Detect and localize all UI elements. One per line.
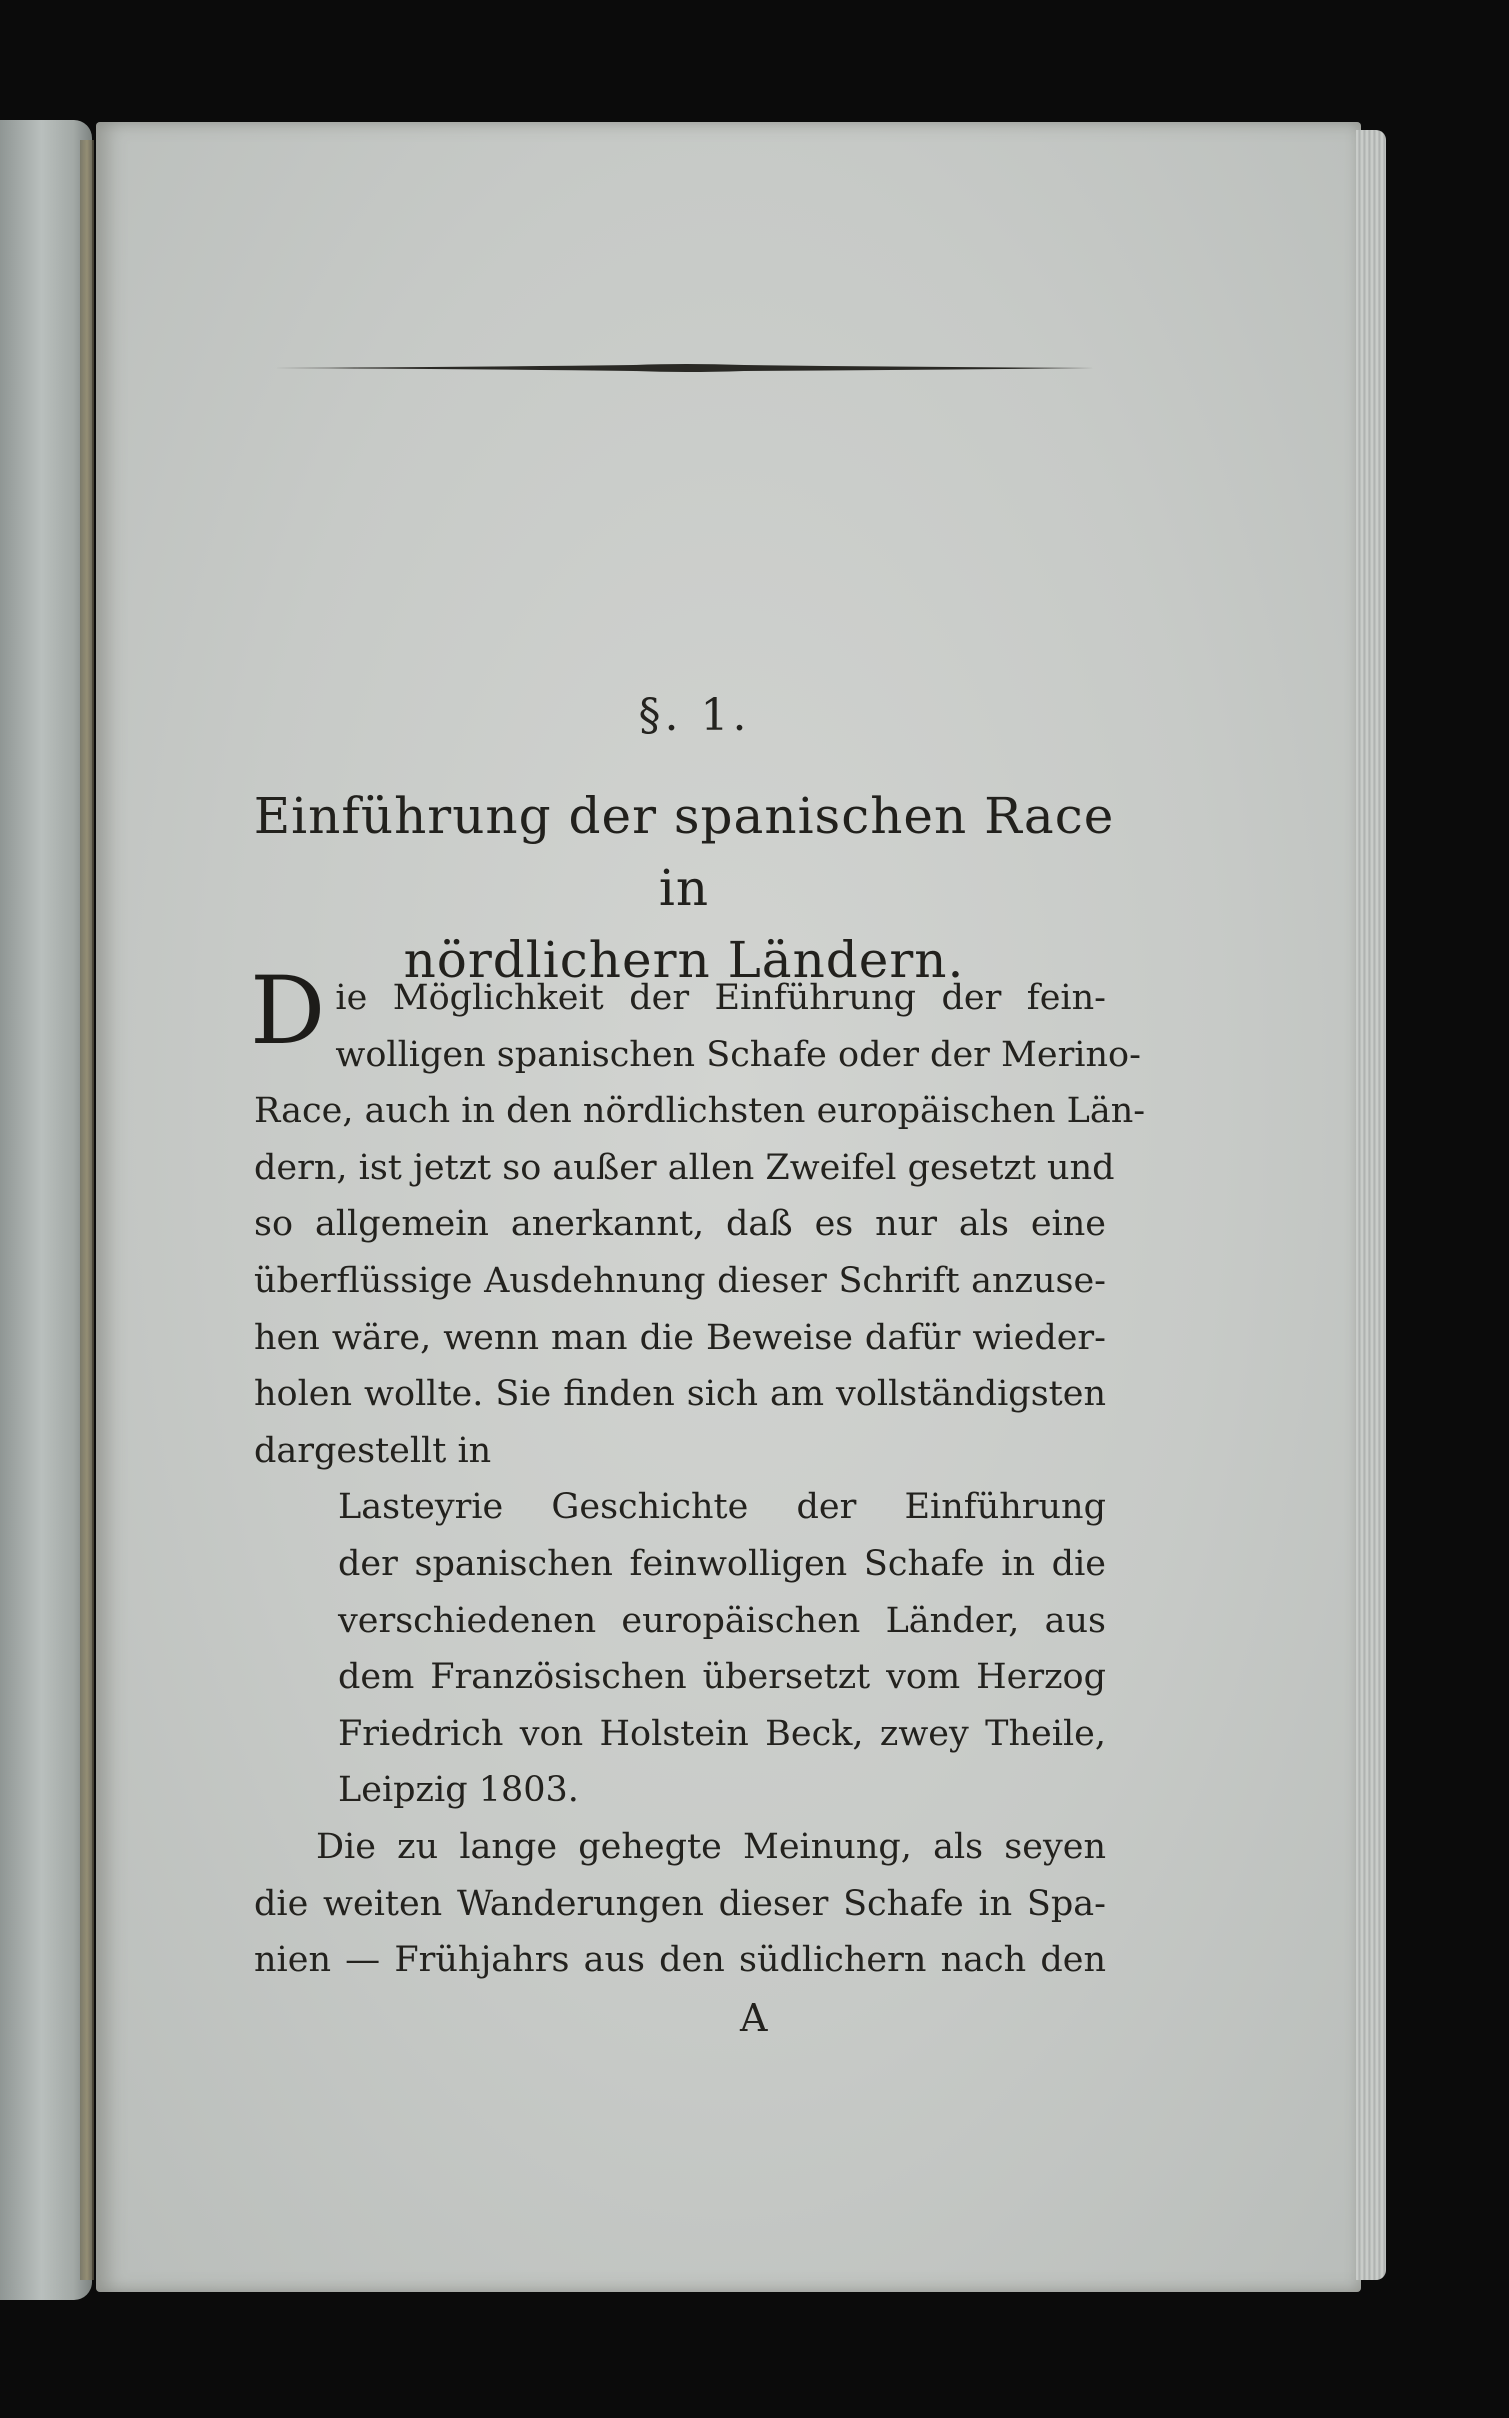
citation-line: verschiedenen europäischen Länder, aus xyxy=(338,1600,1106,1641)
drop-cap: D xyxy=(250,957,326,1066)
text-line: wolligen spanischen Schafe oder der Merino- xyxy=(335,1034,1141,1075)
text-line: so allgemein anerkannt, daß es nur als eine xyxy=(254,1204,1106,1245)
section-heading xyxy=(244,780,1124,996)
text-line: die weiten Wanderungen dieser Schafe in Spa- xyxy=(254,1883,1106,1924)
citation-line: dem Französischen übersetzt vom Herzog xyxy=(338,1657,1106,1698)
text-line: nien — Frühjahrs aus den südlichern nach den xyxy=(254,1940,1106,1981)
text-line: hen wäre, wenn man die Beweise dafür wieder- xyxy=(254,1317,1106,1358)
page-stack-edges xyxy=(1356,130,1386,2280)
text-line: dargestellt in xyxy=(254,1430,492,1471)
text-line: dern, ist jetzt so außer allen Zweifel gesetzt und xyxy=(254,1147,1115,1188)
text-line: ie Möglichkeit der Einführung der fein- xyxy=(335,978,1106,1018)
heading-line-1: Einführung der spanischen Race in xyxy=(253,787,1115,917)
text-line: überflüssige Ausdehnung dieser Schrift anzuse- xyxy=(254,1260,1106,1301)
left-page-edge xyxy=(0,120,92,2300)
citation-line: Leipzig 1803. xyxy=(338,1770,579,1811)
text-line: Race, auch in den nördlichsten europäischen Län- xyxy=(254,1091,1146,1132)
decorative-rule xyxy=(274,362,1094,374)
citation-line: Friedrich von Holstein Beck, zwey Theile, xyxy=(338,1713,1106,1754)
book-gutter xyxy=(80,140,94,2280)
text-line: holen wollte. Sie finden sich am vollständigsten xyxy=(254,1374,1106,1415)
citation-line: der spanischen feinwolligen Schafe in die xyxy=(338,1543,1106,1584)
citation-line: Lasteyrie Geschichte der Einführung xyxy=(338,1487,1106,1528)
text-line: Die zu lange gehegte Meinung, als seyen xyxy=(316,1826,1106,1867)
signature-mark: A xyxy=(740,1996,768,2040)
section-mark: §. 1. xyxy=(638,690,751,741)
heading-line-2: nördlichern Ländern. xyxy=(403,931,965,989)
